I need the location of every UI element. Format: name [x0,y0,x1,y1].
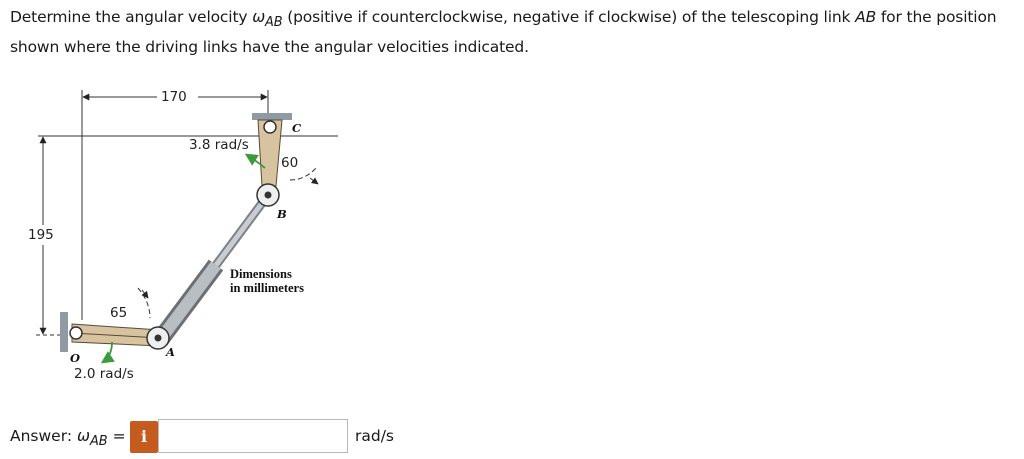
pin-c [264,121,276,133]
mechanism-drawing [0,80,360,400]
dim-label-195: 195 [28,227,54,243]
mechanism-figure [0,80,360,400]
question-text: Determine the angular velocity $\omega_{AB}$ (positive if counterclockwise, negative if clockwise) of the telescoping link AB for the position shown where the driving links have the angular velocities indicated. [10,8,997,57]
point-a-label: A [166,345,175,359]
pin-o [70,327,82,339]
link-name: AB [855,8,877,26]
answer-row [10,419,430,455]
omega-c-label: 3.8 rad/s [189,137,249,153]
dim-label-170: 170 [161,89,187,105]
ground-c [252,113,292,120]
answer-label: Answer: $\omega_{AB}$ = [10,427,126,450]
dimensions-note: Dimensions in millimeters [230,267,304,295]
dim-label-60: 60 [281,155,299,171]
omega-symbol: ω [252,8,266,26]
dim-label-65: 65 [110,305,128,321]
omega-o-arrow [103,342,112,362]
point-o-label: O [70,351,81,365]
info-icon[interactable]: i [130,421,158,453]
point-b-label: B [277,207,287,221]
ground-o [60,312,68,352]
answer-input[interactable] [158,419,348,453]
answer-unit: rad/s [355,427,395,445]
omega-o-label: 2.0 rad/s [74,366,134,382]
point-c-label: C [292,121,302,135]
